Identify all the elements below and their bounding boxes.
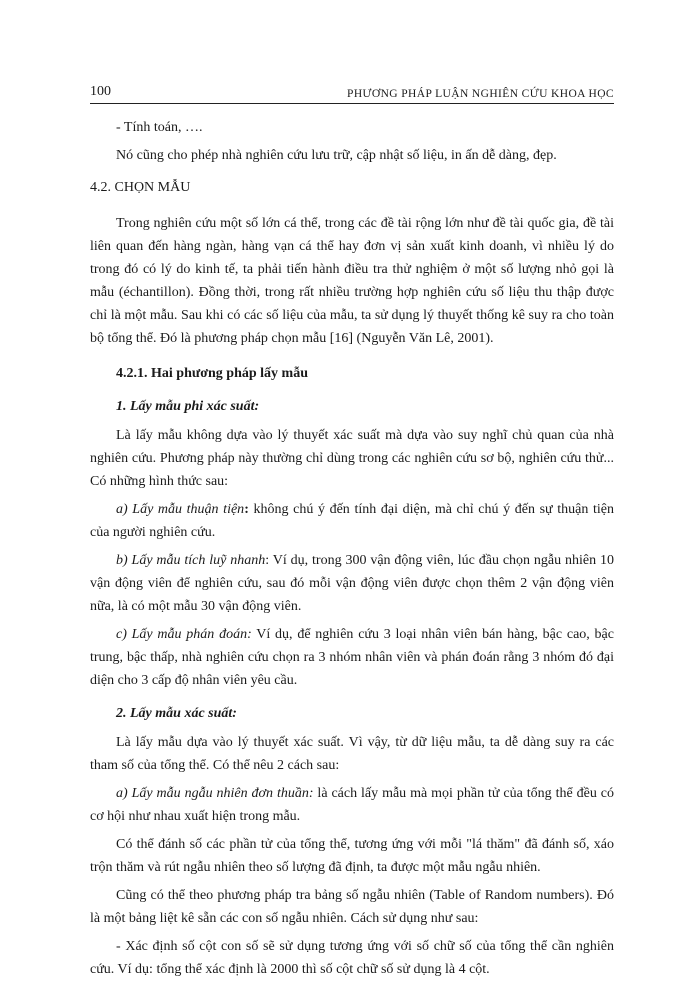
item-label: a) Lấy mẫu thuận tiện [116,502,245,517]
item-label: a) Lấy mẫu ngẫu nhiên đơn thuần: [116,786,314,801]
item-text: không chú ý đến tính đại diện, mà chỉ chú ý đến sự thuận tiện của người nghiên cứu. [90,502,615,540]
paragraph-luu-tru: Nó cũng cho phép nhà nghiên cứu lưu trữ, cập nhật số liệu, in ấn dễ dàng, đẹp. [116,148,557,163]
paragraph-chon-mau-intro: Trong nghiên cứu một số lớn cá thể, trong các đề tài rộng lớn như đề tài quốc gia, đề tài liên quan đến hàng ngàn, hàng vạn cá thể hay đơn vị sản xuất kinh doanh, vì nhiều lý do trong đó có lý do kinh tế, ta phải tiến hành điều tra thử nghiệm ở một số lượng nhỏ gọi là mẫu (échantillon). Đồng thời, trong rất nhiều trường hợp nghiên cứu số liệu thu thập được chỉ là một mẫu. Sau khi có các số liệu của mẫu, ta sử dụng lý thuyết thống kê suy ra cho toàn bộ tổng thể. Đó là phương pháp chọn mẫu [16] (Nguyễn Văn Lê, 2001). [90,216,614,346]
item-label: b) Lấy mẫu tích luỹ nhanh [116,553,266,568]
subsection-heading: 4.2.1. Hai phương pháp lấy mẫu [116,366,308,381]
header-rule [90,103,614,104]
item-text: Ví dụ, để nghiên cứu 3 loại nhân viên bán hàng, bậc cao, bậc trung, bậc thấp, nhà nghiên cứu chọn ra 3 nhóm nhân viên và phán đoán rằng 3 nhóm đó đại diện cho 3 cấp độ nhân viên yêu cầu. [90,627,614,688]
item-text: : Ví dụ, trong 300 vận động viên, lúc đầu chọn ngẫu nhiên 10 vận động viên để nghiên cứu, sau đó mỗi vận động viên được chọn thêm 2 vận động viên nữa, là có một mẫu 30 vận động viên. [90,553,614,614]
item-ngau-nhien [90,782,614,828]
item-label: c) Lấy mẫu phán đoán: [116,627,252,642]
page-body [90,116,614,986]
item-thuan-tien [90,498,614,544]
paragraph-xac-suat: Là lấy mẫu dựa vào lý thuyết xác suất. Vì vậy, từ dữ liệu mẫu, ta dễ dàng suy ra các tham số của tổng thể. Có thể nêu 2 cách sau: [90,735,614,773]
item-colon: : [244,502,249,517]
item-text: là cách lấy mẫu mà mọi phần tử của tổng thể đều có cơ hội như nhau xuất hiện trong mẫu. [90,786,614,824]
page-header [90,80,614,100]
paragraph-la-tham: Có thể đánh số các phần tử của tổng thể, tương ứng với mỗi "lá thăm" đã đánh số, xáo trộn thăm và rút ngẫu nhiên theo số lượng đã định, ta được một mẫu ngẫu nhiên. [90,837,614,875]
section-heading: 4.2. CHỌN MẪU [90,180,191,195]
heading-xac-suat: 2. Lấy mẫu xác suất: [116,706,237,721]
item-phan-doan [90,623,614,692]
heading-phi-xac-suat: 1. Lấy mẫu phi xác suất: [116,399,260,414]
paragraph-bang-ngau-nhien: Cũng có thể theo phương pháp tra bảng số ngẫu nhiên (Table of Random numbers). Đó là một bảng liệt kê sẵn các con số ngẫu nhiên. Cách sử dụng như sau: [90,888,614,926]
paragraph-xac-dinh-cot: - Xác định số cột con số sẽ sử dụng tương ứng với số chữ số của tổng thể cần nghiên cứu. Ví dụ: tổng thể xác định là 2000 thì số cột chữ số sử dụng là 4 cột. [90,939,614,977]
paragraph-tinh-toan: - Tính toán, …. [116,120,203,135]
item-tich-luy [90,549,614,618]
page-number: 100 [90,84,111,99]
paragraph-phi-xac-suat: Là lấy mẫu không dựa vào lý thuyết xác suất mà dựa vào suy nghĩ chủ quan của nhà nghiên cứu. Phương pháp này thường chỉ dùng trong các nghiên cứu sơ bộ, nghiên cứu thử... Có những hình thức sau: [90,428,614,489]
running-title: PHƯƠNG PHÁP LUẬN NGHIÊN CỨU KHOA HỌC [347,88,614,100]
